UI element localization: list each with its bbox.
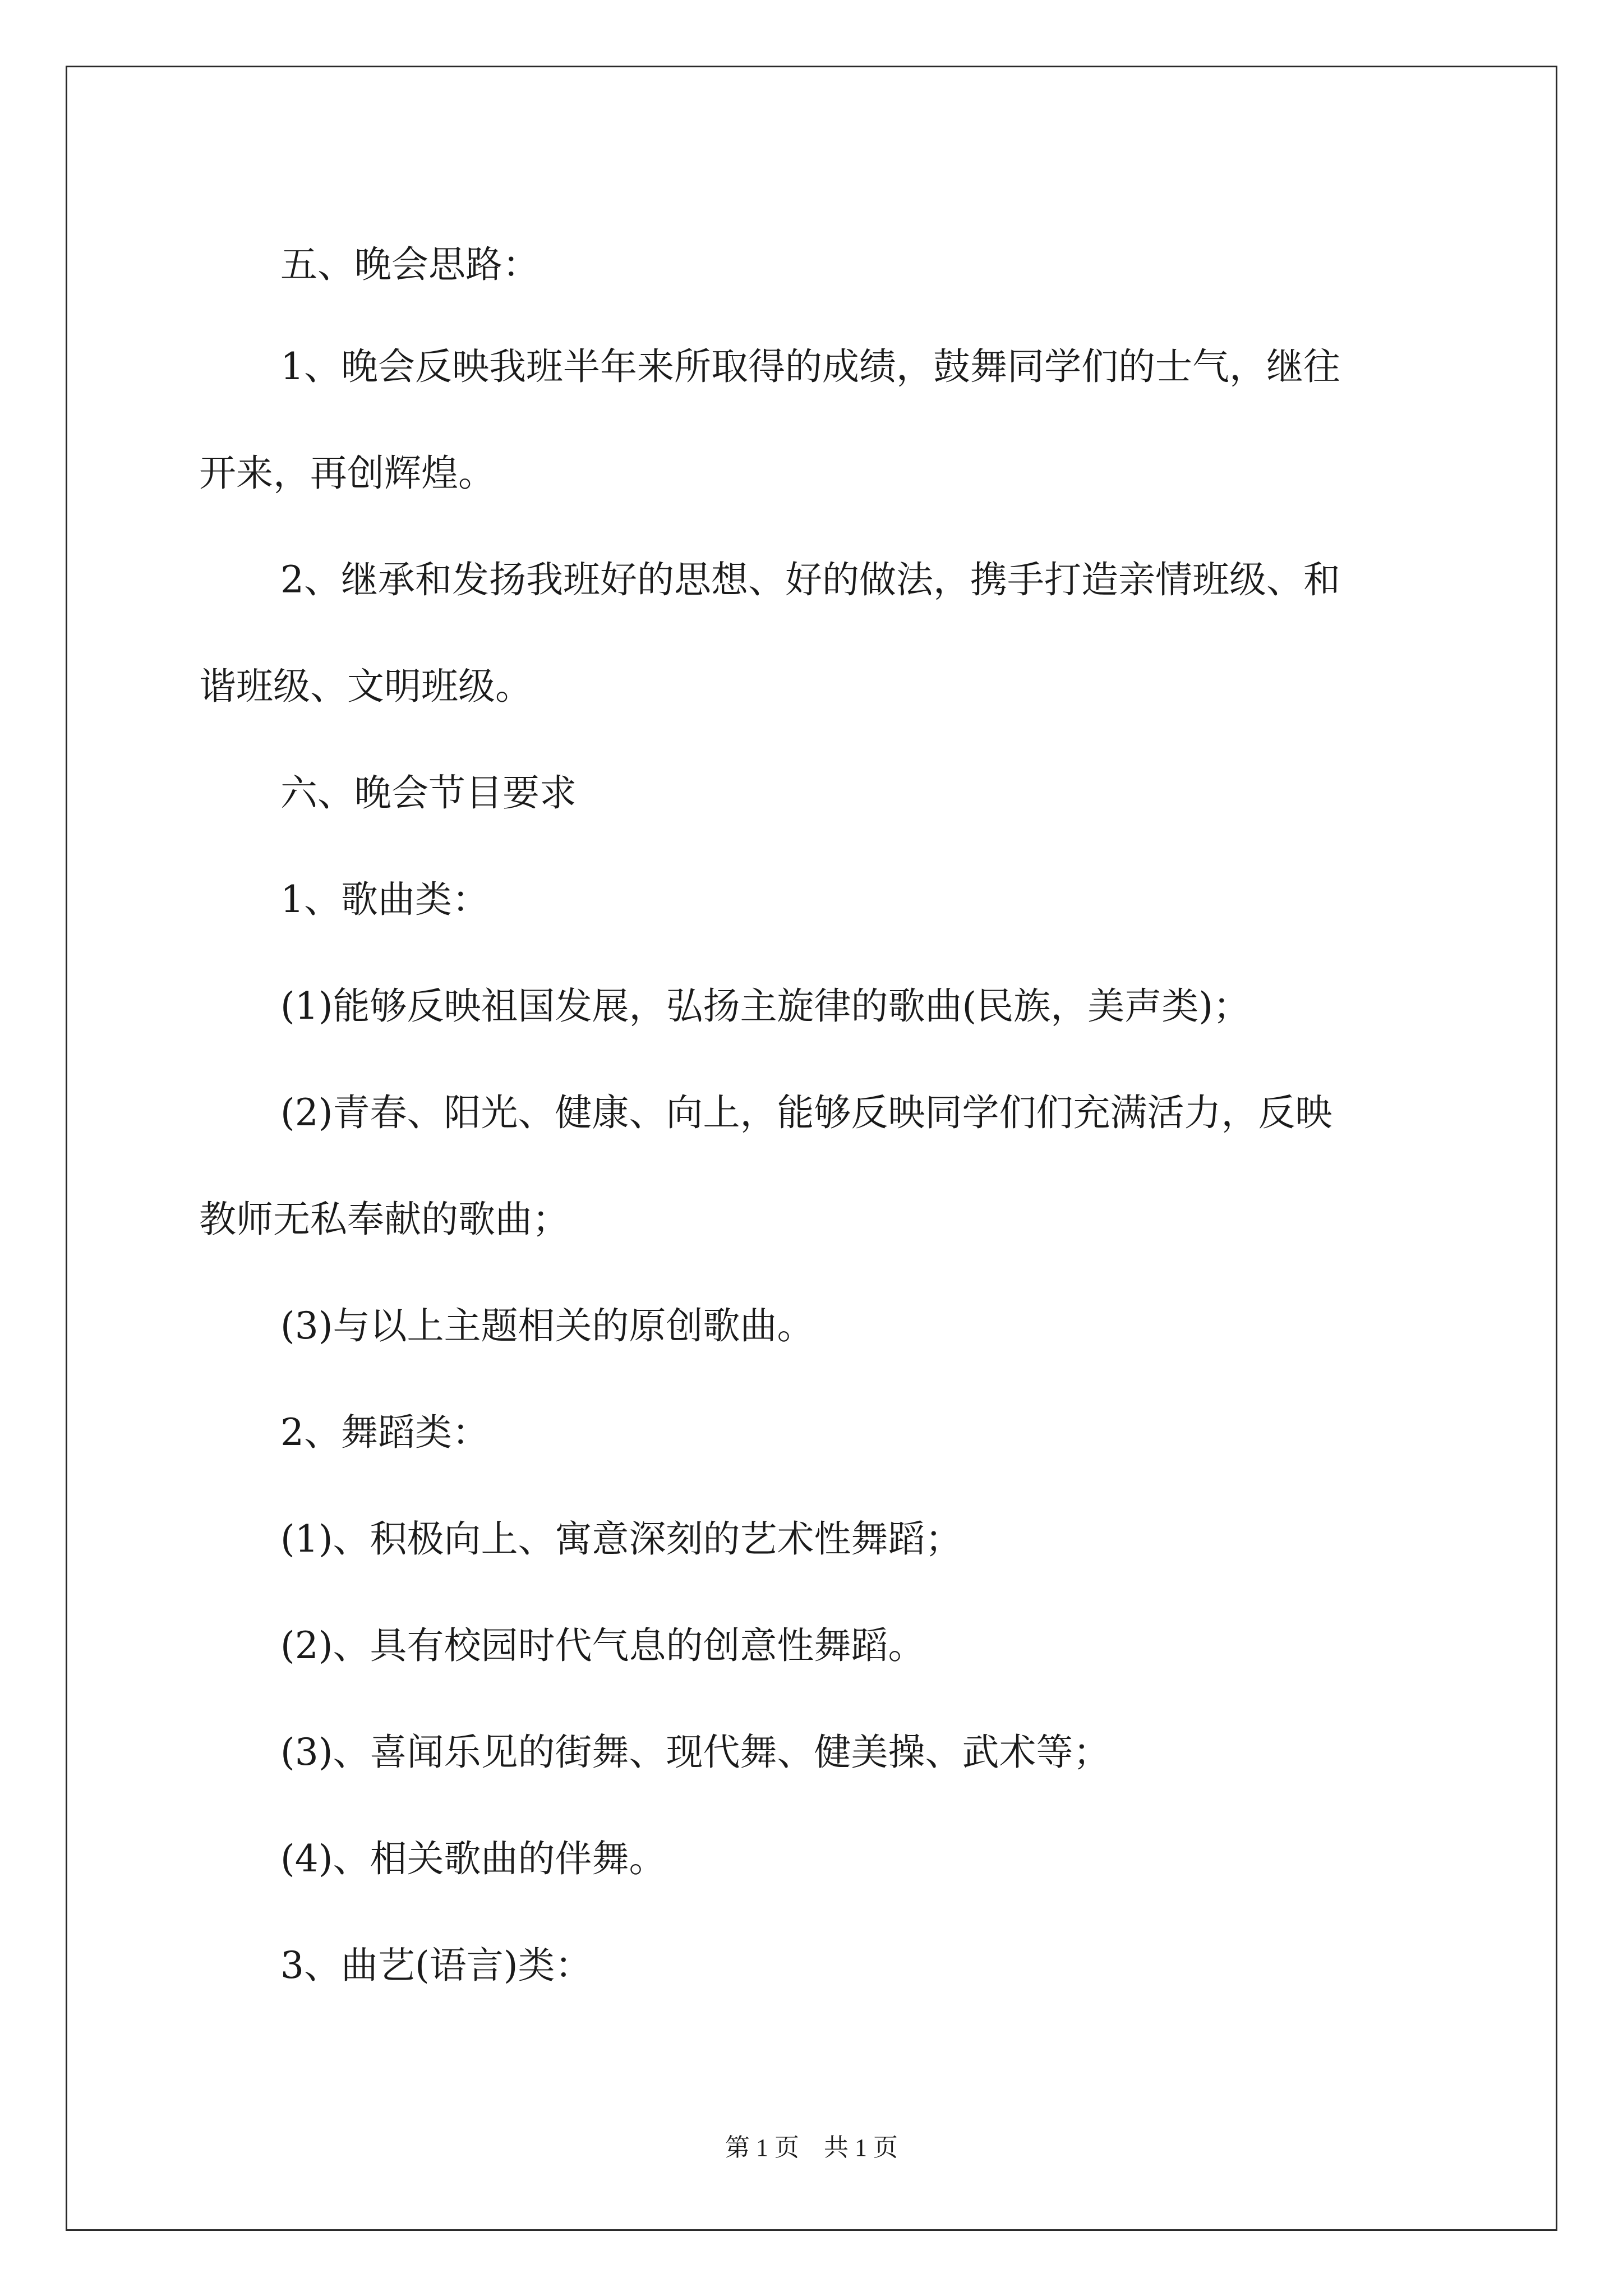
paragraph-line: 1、晚会反映我班半年来所取得的成绩，鼓舞同学们的士气，继往 — [280, 345, 1340, 388]
list-item: (1)、积极向上、寓意深刻的艺术性舞蹈； — [280, 1517, 962, 1561]
list-item: (3)与以上主题相关的原创歌曲。 — [280, 1304, 814, 1347]
subheading-dance: 2、舞蹈类： — [280, 1411, 489, 1454]
list-item-continuation: 教师无私奉献的歌曲； — [199, 1198, 569, 1241]
subheading-opera: 3、曲艺(语言)类： — [280, 1944, 592, 1987]
list-item: (2)青春、阳光、健康、向上，能够反映同学们们充满活力，反映 — [280, 1091, 1332, 1134]
paragraph-line: 2、继承和发扬我班好的思想、好的做法，携手打造亲情班级、和 — [280, 558, 1340, 601]
page-border — [66, 66, 1557, 2231]
list-item: (3)、喜闻乐见的街舞、现代舞、健美操、武术等； — [280, 1731, 1110, 1774]
list-item: (2)、具有校园时代气息的创意性舞蹈。 — [280, 1624, 925, 1667]
list-item: (4)、相关歌曲的伴舞。 — [280, 1837, 666, 1880]
list-item: (1)能够反映祖国发展，弘扬主旋律的歌曲(民族，美声类)； — [280, 984, 1250, 1028]
paragraph-line: 谐班级、文明班级。 — [199, 665, 532, 708]
page-number-footer: 第 1 页 共 1 页 — [725, 2134, 898, 2161]
subheading-songs: 1、歌曲类： — [280, 878, 489, 921]
section-heading-six: 六、晚会节目要求 — [280, 771, 577, 815]
paragraph-line: 开来，再创辉煌。 — [199, 452, 495, 495]
section-heading-five: 五、晚会思路： — [280, 243, 540, 286]
